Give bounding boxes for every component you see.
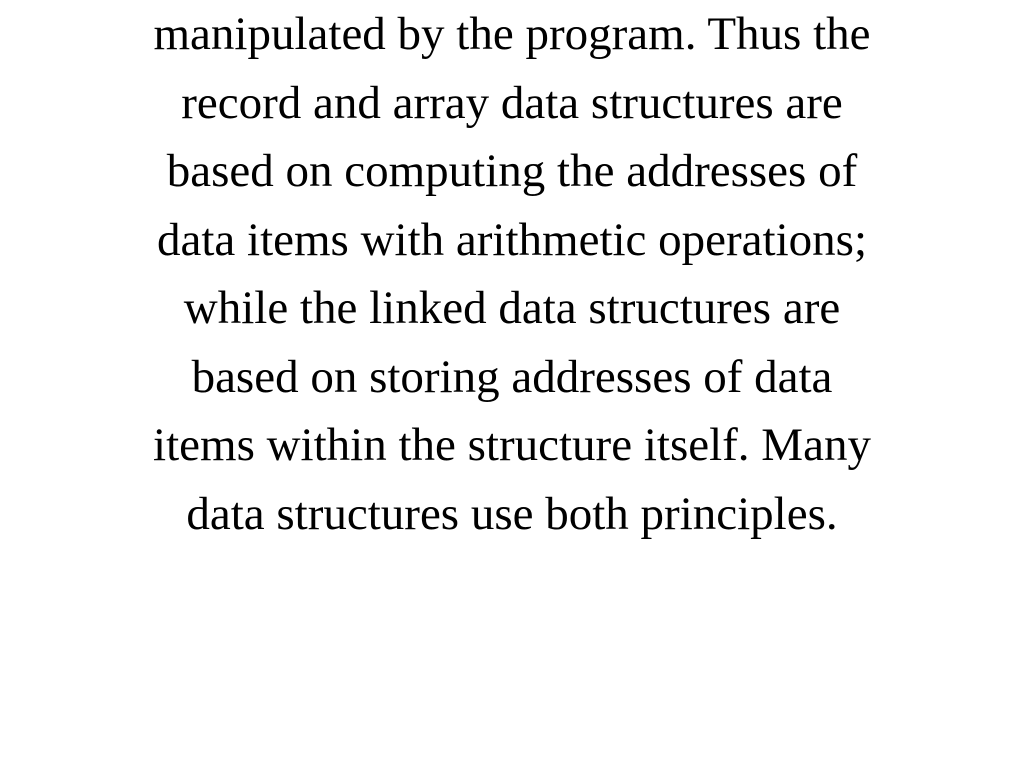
text-line: based on storing addresses of data xyxy=(191,350,833,403)
text-line: items within the structure itself. Many xyxy=(153,419,871,471)
slide-body-text xyxy=(40,0,984,548)
text-line: data structures use both principles. xyxy=(186,487,838,540)
text-line: manipulated by the program. Thus the xyxy=(153,8,871,60)
text-line: record and array data structures are xyxy=(181,76,843,129)
text-line: while the linked data structures are xyxy=(183,282,841,334)
text-line: based on computing the addresses of xyxy=(166,145,858,197)
text-line: data items with arithmetic operations; xyxy=(156,213,868,266)
